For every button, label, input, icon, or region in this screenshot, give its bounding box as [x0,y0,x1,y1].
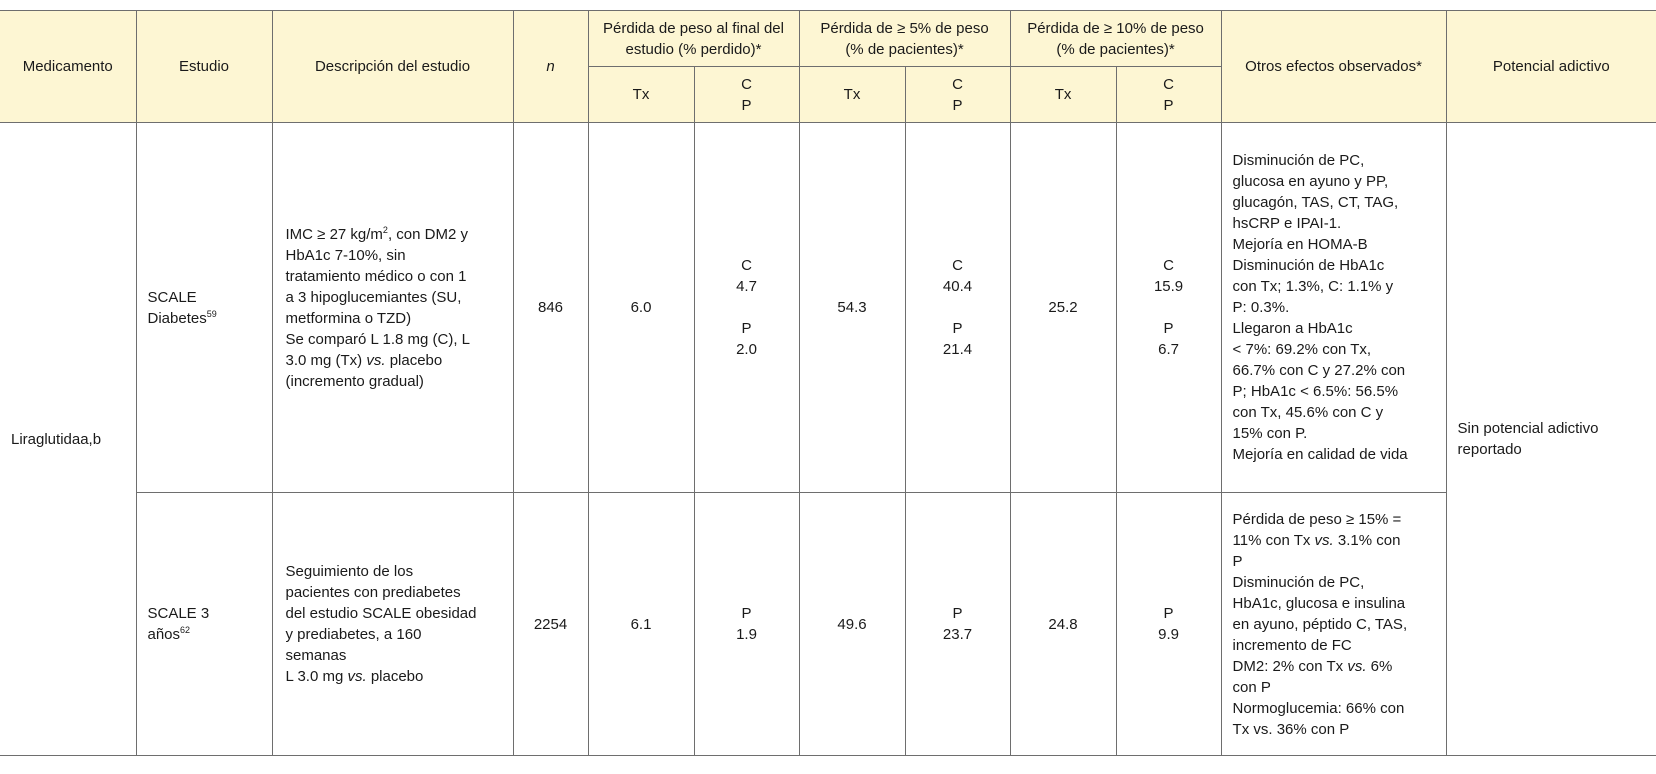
p10-p-cell: P 9.9 [1116,493,1221,756]
header-otros-efectos: Otros efectos observados* [1221,11,1446,123]
header-descripcion: Descripción del estudio [272,11,513,123]
potencial-adictivo-cell: Sin potencial adictivo reportado [1446,123,1656,756]
otros-efectos-cell: Pérdida de peso ≥ 15% = 11% con Tx vs. 3.1% con P Disminución de PC, HbA1c, glucosa e insulina en ayuno, péptido C, TAS, incremento de FC DM2: 2% con Tx vs. 6% con P Normoglucemia: 66% con Tx vs. 36% con P [1221,493,1446,756]
final-tx-cell: 6.0 [588,123,694,493]
p10-tx-cell: 25.2 [1010,123,1116,493]
table-row [0,493,1656,756]
descripcion-cell: Seguimiento de los pacientes con prediabetes del estudio SCALE obesidad y prediabetes, a 160 semanas L 3.0 mg vs. placebo [272,493,513,756]
descripcion-cell: IMC ≥ 27 $kg/m^2$, con DM2 y HbA1c 7-10%, sin tratamiento médico o con 1 a 3 hipoglucemiantes (SU, metformina o TZD) Se comparó L 1.8 mg (C), L 3.0 mg (Tx) vs. placebo (incremento gradual) [272,123,513,493]
p10-cp-cell: C 15.9 P 6.7 [1116,123,1221,493]
header-estudio: Estudio [136,11,272,123]
header-tx: Tx [588,67,694,123]
header-medicamento: Medicamento [0,11,136,123]
final-tx-cell: 6.1 [588,493,694,756]
final-cp-cell: C 4.7 P 2.0 [694,123,799,493]
header-tx: Tx [799,67,905,123]
header-potencial-adictivo: Potencial adictivo [1446,11,1656,123]
p5-tx-cell: 54.3 [799,123,905,493]
table-row [0,123,1656,493]
estudio-cell: SCALE Diabetes$^{59}$ [136,123,272,493]
p5-tx-cell: 49.6 [799,493,905,756]
header-cp: C P [905,67,1010,123]
n-cell: 2254 [513,493,588,756]
final-p-cell: P 1.9 [694,493,799,756]
table-wrapper [0,10,1656,756]
p5-p-cell: P 23.7 [905,493,1010,756]
p5-cp-cell: C 40.4 P 21.4 [905,123,1010,493]
p10-tx-cell: 24.8 [1010,493,1116,756]
n-cell: 846 [513,123,588,493]
header-cp: C P [1116,67,1221,123]
comparison-table [0,10,1656,756]
header-perdida-10: Pérdida de ≥ 10% de peso (% de pacientes)* [1010,11,1221,67]
header-tx: Tx [1010,67,1116,123]
header-cp: C P [694,67,799,123]
estudio-cell: SCALE 3 años$^{62}$ [136,493,272,756]
medicamento-cell: Liraglutidaa,b [0,123,136,756]
header-n: n [513,11,588,123]
header-perdida-final: Pérdida de peso al final del estudio (% perdido)* [588,11,799,67]
otros-efectos-cell: Disminución de PC, glucosa en ayuno y PP, glucagón, TAS, CT, TAG, hsCRP e IPAI-1. Mejoría en HOMA-B Disminución de HbA1c con Tx; 1.3%, C: 1.1% y P: 0.3%. Llegaron a HbA1c < 7%: 69.2% con Tx, 66.7% con C y 27.2% con P; HbA1c < 6.5%: 56.5% con Tx, 45.6% con C y 15% con P. Mejoría en calidad de vida [1221,123,1446,493]
header-perdida-5: Pérdida de ≥ 5% de peso (% de pacientes)* [799,11,1010,67]
